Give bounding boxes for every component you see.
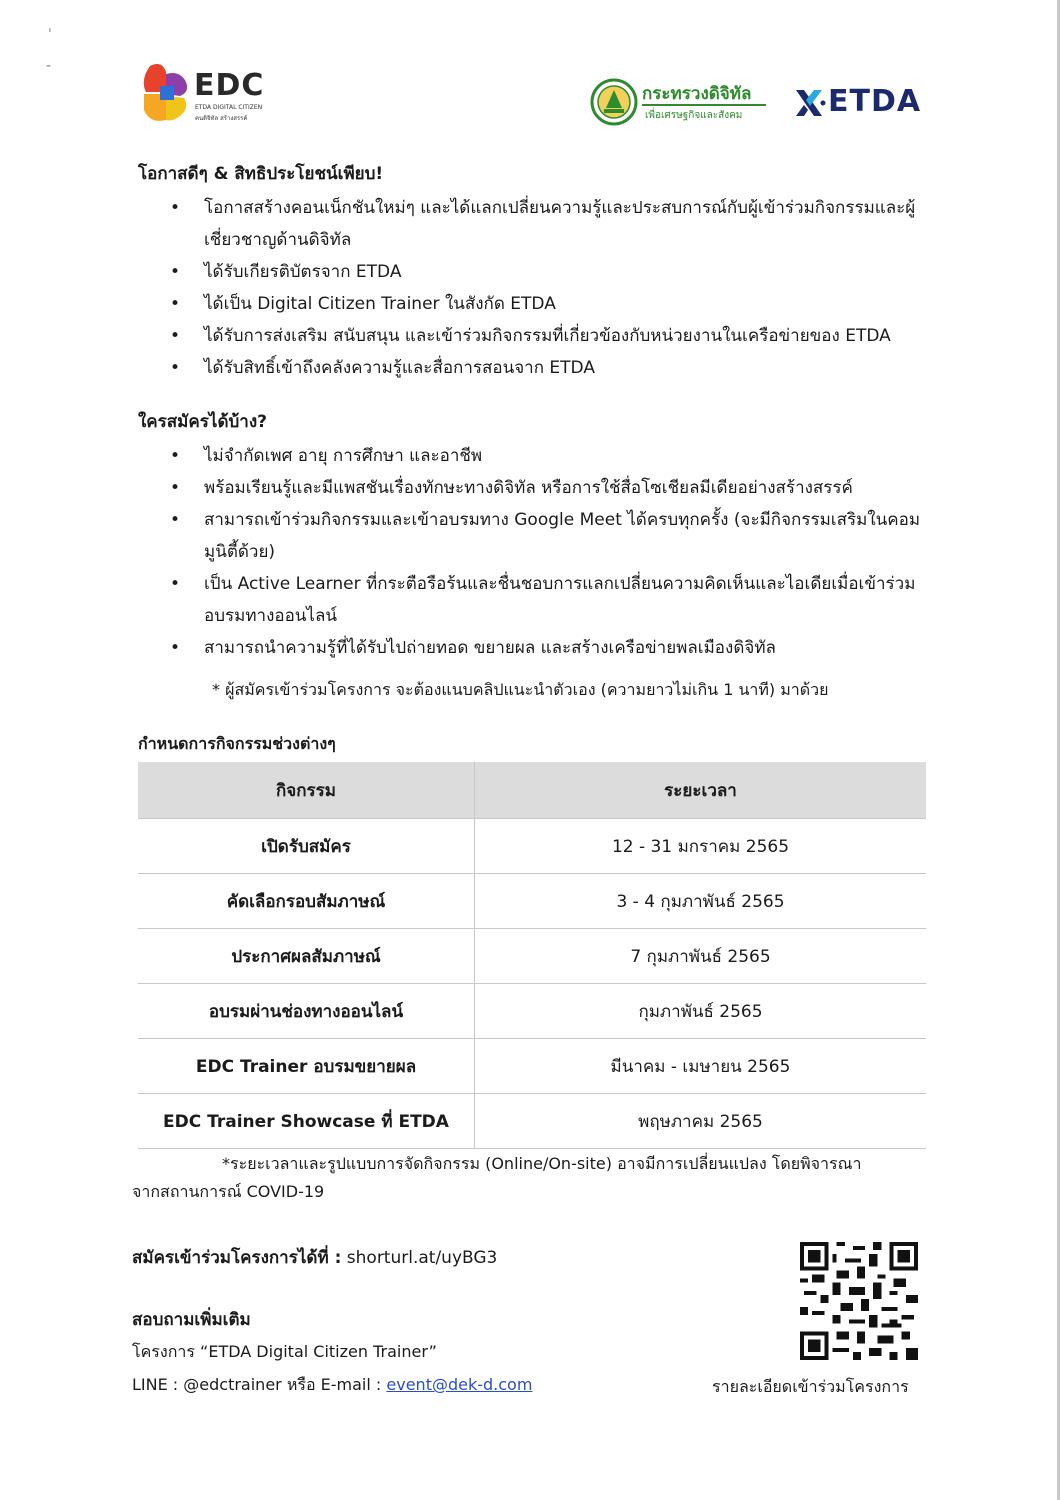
schedule-change-note: *ระยะเวลาและรูปแบบการจัดกิจกรรม (Online/On-site) อาจมีการเปลี่ยนแปลง โดยพิจารณา [222, 1154, 862, 1173]
email-link[interactable]: event@dek-d.com [386, 1375, 533, 1394]
eligibility-item: • พร้อมเรียนรู้และมีแพสชันเรื่องทักษะทางดิจิทัล หรือการใช้สื่อโซเชียลมีเดียอย่างสร้างสรรค์ [170, 472, 940, 504]
etda-logo-text: ETDA [828, 84, 922, 119]
period-cell: มีนาคม - เมษายน 2565 [475, 1039, 927, 1094]
table-row [138, 1039, 926, 1094]
activity-cell: ประกาศผลสัมภาษณ์ [138, 929, 475, 984]
column-header-activity: กิจกรรม [138, 762, 475, 819]
apply-url-link[interactable]: shorturl.at/uyBG3 [346, 1248, 498, 1268]
qr-code[interactable] [800, 1242, 918, 1360]
schedule-table [138, 762, 926, 1149]
benefit-item: • ได้รับสิทธิ์เข้าถึงคลังความรู้และสื่อการสอนจาก ETDA [170, 352, 940, 384]
activity-cell: อบรมผ่านช่องทางออนไลน์ [138, 984, 475, 1039]
activity-cell: เปิดรับสมัคร [138, 819, 475, 874]
activity-cell: EDC Trainer อบรมขยายผล [138, 1039, 475, 1094]
contact-line-label: LINE : @edctrainer หรือ E-mail : [132, 1375, 382, 1394]
ministry-name: กระทรวงดิจิทัล [642, 84, 752, 104]
scan-speck: - [46, 58, 52, 74]
period-cell: 3 - 4 กุมภาพันธ์ 2565 [475, 874, 927, 929]
etda-logo [792, 86, 932, 122]
period-cell: 7 กุมภาพันธ์ 2565 [475, 929, 927, 984]
edc-logo-text: EDC [194, 68, 265, 103]
table-row [138, 984, 926, 1039]
eligibility-item: • สามารถนำความรู้ที่ได้รับไปถ่ายทอด ขยายผล และสร้างเครือข่ายพลเมืองดิจิทัล [170, 632, 940, 664]
eligibility-item: • ไม่จำกัดเพศ อายุ การศึกษา และอาชีพ [170, 440, 940, 472]
eligibility-item: • เป็น Active Learner ที่กระตือรือร้นและชื่นชอบการแลกเปลี่ยนความคิดเห็นและไอเดียเมื่อเข้าร่วมอบรมทางออนไลน์ [170, 568, 940, 632]
edc-logo [140, 62, 300, 128]
period-cell: พฤษภาคม 2565 [475, 1094, 927, 1149]
benefits-heading: โอกาสดีๆ & สิทธิประโยชน์เพียบ! [138, 164, 384, 184]
benefit-item: • ได้เป็น Digital Citizen Trainer ในสังกัด ETDA [170, 288, 940, 320]
activity-cell: EDC Trainer Showcase ที่ ETDA [138, 1094, 475, 1149]
benefit-item: • โอกาสสร้างคอนเน็กชันใหม่ๆ และได้แลกเปลี่ยนความรู้และประสบการณ์กับผู้เข้าร่วมกิจกรรมและผู้เชี่ยวชาญด้านดิจิทัล [170, 192, 940, 256]
table-row [138, 874, 926, 929]
video-clip-note: * ผู้สมัครเข้าร่วมโครงการ จะต้องแนบคลิปแนะนำตัวเอง (ความยาวไม่เกิน 1 นาที) มาด้วย [212, 680, 829, 699]
etda-x-mark-icon [792, 88, 828, 118]
edc-logo-tagline: คนดิจิทัล สร้างสรรค์ [195, 115, 248, 122]
edc-logo-mark [140, 62, 192, 124]
benefit-item: • ได้รับการส่งเสริม สนับสนุน และเข้าร่วมกิจกรรมที่เกี่ยวข้องกับหน่วยงานในเครือข่ายของ ETDA [170, 320, 940, 352]
apply-label: สมัครเข้าร่วมโครงการได้ที่ : [132, 1248, 342, 1268]
benefits-list [170, 192, 940, 384]
contact-title: สอบถามเพิ่มเติม [132, 1310, 251, 1330]
contact-project: โครงการ “ETDA Digital Citizen Trainer” [132, 1342, 437, 1361]
schedule-title: กำหนดการกิจกรรมช่วงต่างๆ [138, 734, 336, 753]
eligibility-list [170, 440, 940, 664]
eligibility-item: • สามารถเข้าร่วมกิจกรรมและเข้าอบรมทาง Google Meet ได้ครบทุกครั้ง (จะมีกิจกรรมเสริมในคอมมูนิตี้ด้วย) [170, 504, 940, 568]
table-row [138, 819, 926, 874]
table-row [138, 929, 926, 984]
table-row [138, 1094, 926, 1149]
column-header-period: ระยะเวลา [475, 762, 927, 819]
ministry-subtitle: เพื่อเศรษฐกิจและสังคม [645, 110, 743, 121]
period-cell: 12 - 31 มกราคม 2565 [475, 819, 927, 874]
edc-logo-subtitle: ETDA DIGITAL CITIZEN [195, 104, 263, 111]
ministry-logo [590, 78, 780, 130]
eligibility-heading: ใครสมัครได้บ้าง? [138, 412, 267, 432]
period-cell: กุมภาพันธ์ 2565 [475, 984, 927, 1039]
activity-cell: คัดเลือกรอบสัมภาษณ์ [138, 874, 475, 929]
ministry-underline [642, 104, 766, 106]
scan-speck: ˌ [48, 18, 52, 34]
schedule-header-row [138, 762, 926, 819]
contact-line [132, 1373, 532, 1398]
schedule-change-note-cont: จากสถานการณ์ COVID-19 [132, 1182, 325, 1201]
qr-caption: รายละเอียดเข้าร่วมโครงการ [712, 1377, 909, 1396]
benefit-item: • ได้รับเกียรติบัตรจาก ETDA [170, 256, 940, 288]
apply-line [132, 1244, 497, 1271]
ministry-seal-icon [590, 78, 638, 126]
